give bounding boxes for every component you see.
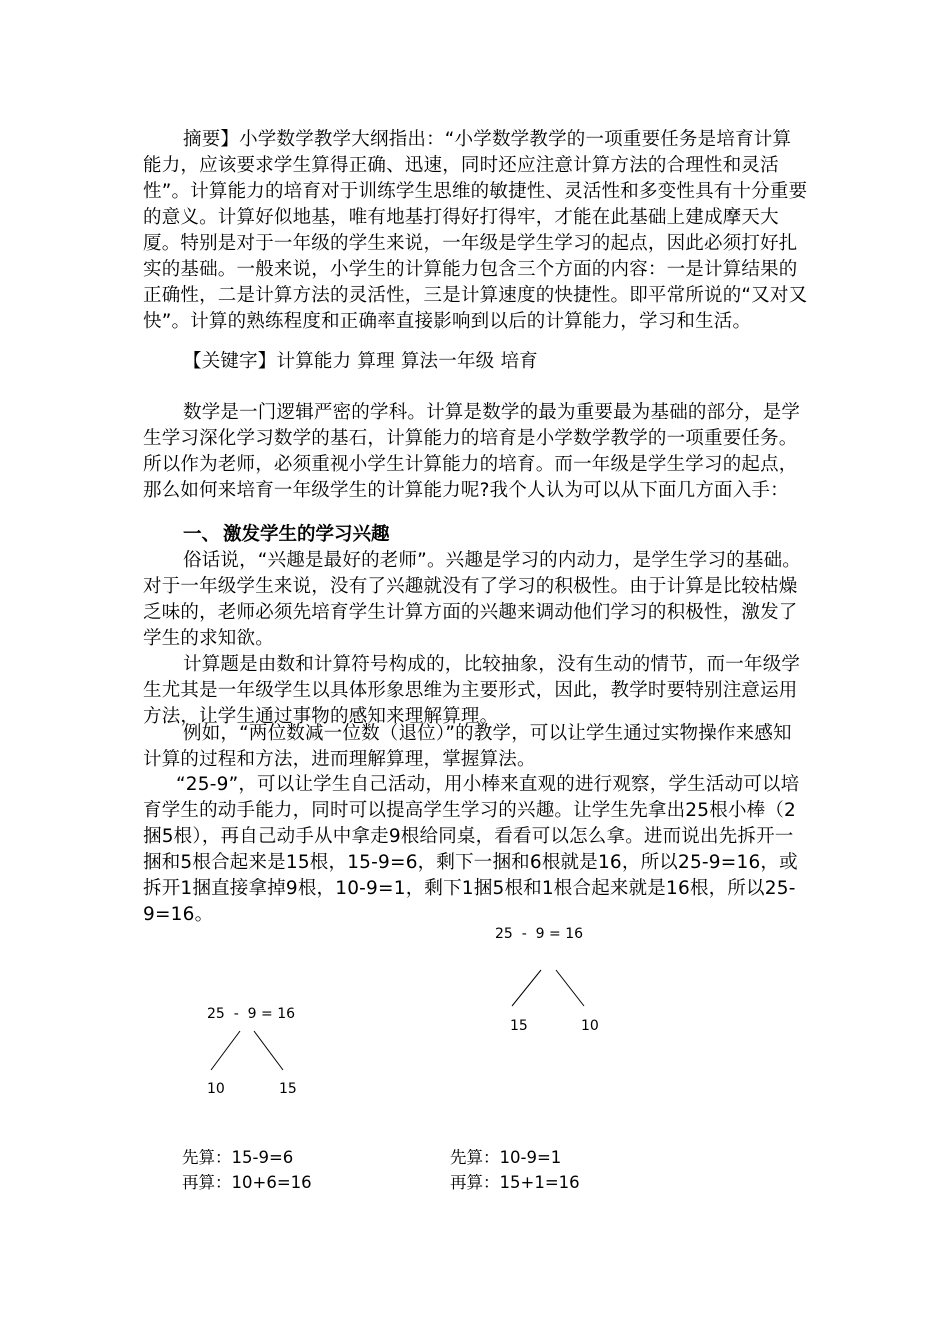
intro-paragraph: 数学是一门逻辑严密的学科。计算是数学的最为重要最为基础的部分，是学生学习深化学习数学的基石，计算能力的培育是小学数学教学的一项重要任务。所以作为老师，必须重视小学生计算能力的培育。而一年级是学生学习的起点，那么如何来培育一年级学生的计算能力呢?我个人认为可以从下面几方面入手： bbox=[143, 402, 801, 501]
left-step-2: 再算：10+6=16 bbox=[182, 1173, 312, 1192]
right-step-1: 先算：10-9=1 bbox=[450, 1148, 562, 1167]
left-diagram-right-part: 15 bbox=[279, 1081, 297, 1097]
right-diagram-equation: 25 - 9 = 16 bbox=[495, 926, 584, 942]
section-title: 激发学生的学习兴趣 bbox=[223, 524, 390, 545]
left-diagram-equation: 25 - 9 = 16 bbox=[207, 1006, 296, 1022]
right-diagram-right-branch bbox=[556, 970, 584, 1006]
right-diagram-left-branch bbox=[512, 970, 541, 1006]
right-diagram-left-part: 15 bbox=[510, 1018, 528, 1034]
left-diagram-left-part: 10 bbox=[207, 1081, 225, 1097]
right-step-2: 再算：15+1=16 bbox=[450, 1173, 580, 1192]
right-diagram-right-part: 10 bbox=[581, 1018, 599, 1034]
section-paragraph-2: 计算题是由数和计算符号构成的，比较抽象，没有生动的情节，而一年级学生尤其是一年级学生以具体形象思维为主要形式，因此，教学时要特别注意运用方法，让学生通过事物的感知来理解算理。 bbox=[143, 654, 801, 727]
section-paragraph-1: 俗话说，“兴趣是最好的老师”。兴趣是学习的内动力，是学生学习的基础。对于一年级学生来说，没有了兴趣就没有了学习的积极性。由于计算是比较枯燥乏味的，老师必须先培育学生计算方面的兴趣来调动他们学习的积极性，激发了学生的求知欲。 bbox=[143, 550, 801, 649]
left-step-1: 先算：15-9=6 bbox=[182, 1148, 294, 1167]
left-diagram-left-branch bbox=[211, 1031, 240, 1070]
keywords-line: 【关键字】计算能力 算理 算法一年级 培育 bbox=[183, 351, 538, 372]
left-diagram-right-branch bbox=[254, 1031, 283, 1070]
section-paragraph-3: 例如，“两位数减一位数（退位）”的教学，可以让学生通过实物操作来感知计算的过程和方法，进而理解算理，掌握算法。 bbox=[143, 723, 792, 770]
section-paragraph-4: “25-9”，可以让学生自己活动，用小棒来直观的进行观察，学生活动可以培育学生的动手能力，同时可以提高学生学习的兴趣。让学生先拿出25根小棒（2捆5根），再自己动手从中拿走9根给同桌，看看可以怎么拿。进而说出先拆开一捆和5根合起来是15根，15-9=6，剩下一捆和6根就是16，所以25-9=16，或拆开1捆直接拿掉9根，10-9=1，剩下1捆5根和1根合起来就是16根，所以25-9=16。 bbox=[143, 774, 800, 925]
abstract-paragraph: 摘要】小学数学教学大纲指出：“小学数学教学的一项重要任务是培育计算能力，应该要求学生算得正确、迅速，同时还应注意计算方法的合理性和灵活性”。计算能力的培育对于训练学生思维的敏捷性、灵活性和多变性具有十分重要的意义。计算好似地基，唯有地基打得好打得牢，才能在此基础上建成摩天大厦。特别是对于一年级的学生来说，一年级是学生学习的起点，因此必须打好扎实的基础。一般来说，小学生的计算能力包含三个方面的内容：一是计算结果的正确性，二是计算方法的灵活性，三是计算速度的快捷性。即平常所说的“又对又快”。计算的熟练程度和正确率直接影响到以后的计算能力，学习和生活。 bbox=[143, 129, 808, 332]
section-number: 一、 bbox=[183, 524, 221, 545]
